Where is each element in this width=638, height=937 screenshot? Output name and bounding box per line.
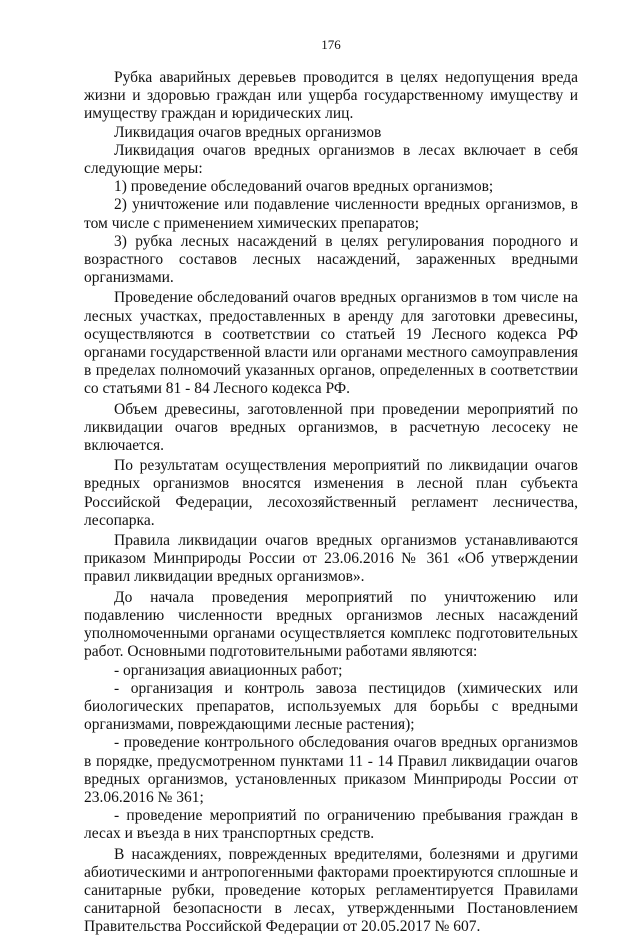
list-item-control-survey: - проведение контрольного обследования очагов вредных организмов в порядке, предусмотренном пунктами 11 - 14 Правил ликвидации очагов вредных организмов, установленных приказом Минприроды России от 23.06.2016 № 361; bbox=[84, 734, 578, 806]
list-item-aviation: - организация авиационных работ; bbox=[114, 661, 343, 679]
list-item-measure-2: 2) уничтожение или подавление численности вредных организмов, в том числе с применением химических препаратов; bbox=[84, 196, 578, 232]
paragraph-emergency-felling: Рубка аварийных деревьев проводится в целях недопущения вреда жизни и здоровью граждан или ущерба государственному имуществу и имуществу граждан и юридических лиц. bbox=[84, 69, 578, 123]
paragraph-wood-volume: Объем древесины, заготовленной при проведении мероприятий по ликвидации очагов вредных организмов, в расчетную лесосеку не включается. bbox=[84, 400, 578, 455]
paragraph-sanitary-felling: В насаждениях, поврежденных вредителями, болезнями и другими абиотическими и антропогенными факторами проектируются сплошные и санитарные рубки, проведение которых регламентируется Правилами санитарной безопасности в лесах, утвержденными Постановлением Правительства Российской Федерации от 20.05.2017 № 607. bbox=[84, 845, 578, 936]
list-item-measure-1: 1) проведение обследований очагов вредных организмов; bbox=[114, 178, 494, 196]
paragraph-surveys: Проведение обследований очагов вредных организмов в том числе на лесных участках, предоставленных в аренду для заготовки древесины, осуществляются в соответствии со статьей 19 Лесного кодекса РФ органами государственной власти или органами местного самоуправления в пределах полномочий указанных органов, определенных в соответствии со статьями 81 - 84 Лесного кодекса РФ. bbox=[84, 289, 578, 398]
section-heading-pest-liquidation: Ликвидация очагов вредных организмов bbox=[114, 123, 382, 141]
list-item-pesticides: - организация и контроль завоза пестицидов (химических или биологических препаратов, используемых для борьбы с вредными организмами, повреждающими лесные растения); bbox=[84, 679, 578, 734]
document-body bbox=[84, 69, 578, 937]
paragraph-forest-plan-changes: По результатам осуществления мероприятий по ликвидации очагов вредных организмов вносятся изменения в лесной план субъекта Российской Федерации, лесохозяйственный регламент лесничества, лесопарка. bbox=[84, 457, 578, 529]
list-item-access-restriction: - проведение мероприятий по ограничению пребывания граждан в лесах и въезда в них транспортных средств. bbox=[84, 807, 578, 843]
paragraph-rules: Правила ликвидации очагов вредных организмов устанавливаются приказом Минприроды России от 23.06.2016 № 361 «Об утверждении правил ликвидации вредных организмов». bbox=[84, 532, 578, 586]
paragraph-preparatory-works: До начала проведения мероприятий по уничтожению или подавлению численности вредных организмов лесных насаждений уполномоченными органами осуществляется комплекс подготовительных работ. Основными подготовительными работами являются: bbox=[84, 588, 578, 661]
list-item-measure-3: 3) рубка лесных насаждений в целях регулирования породного и возрастного составов лесных насаждений, зараженных вредными организмами. bbox=[84, 232, 578, 287]
paragraph-measures-intro: Ликвидация очагов вредных организмов в лесах включает в себя следующие меры: bbox=[84, 141, 578, 178]
page-number: 176 bbox=[321, 37, 341, 52]
